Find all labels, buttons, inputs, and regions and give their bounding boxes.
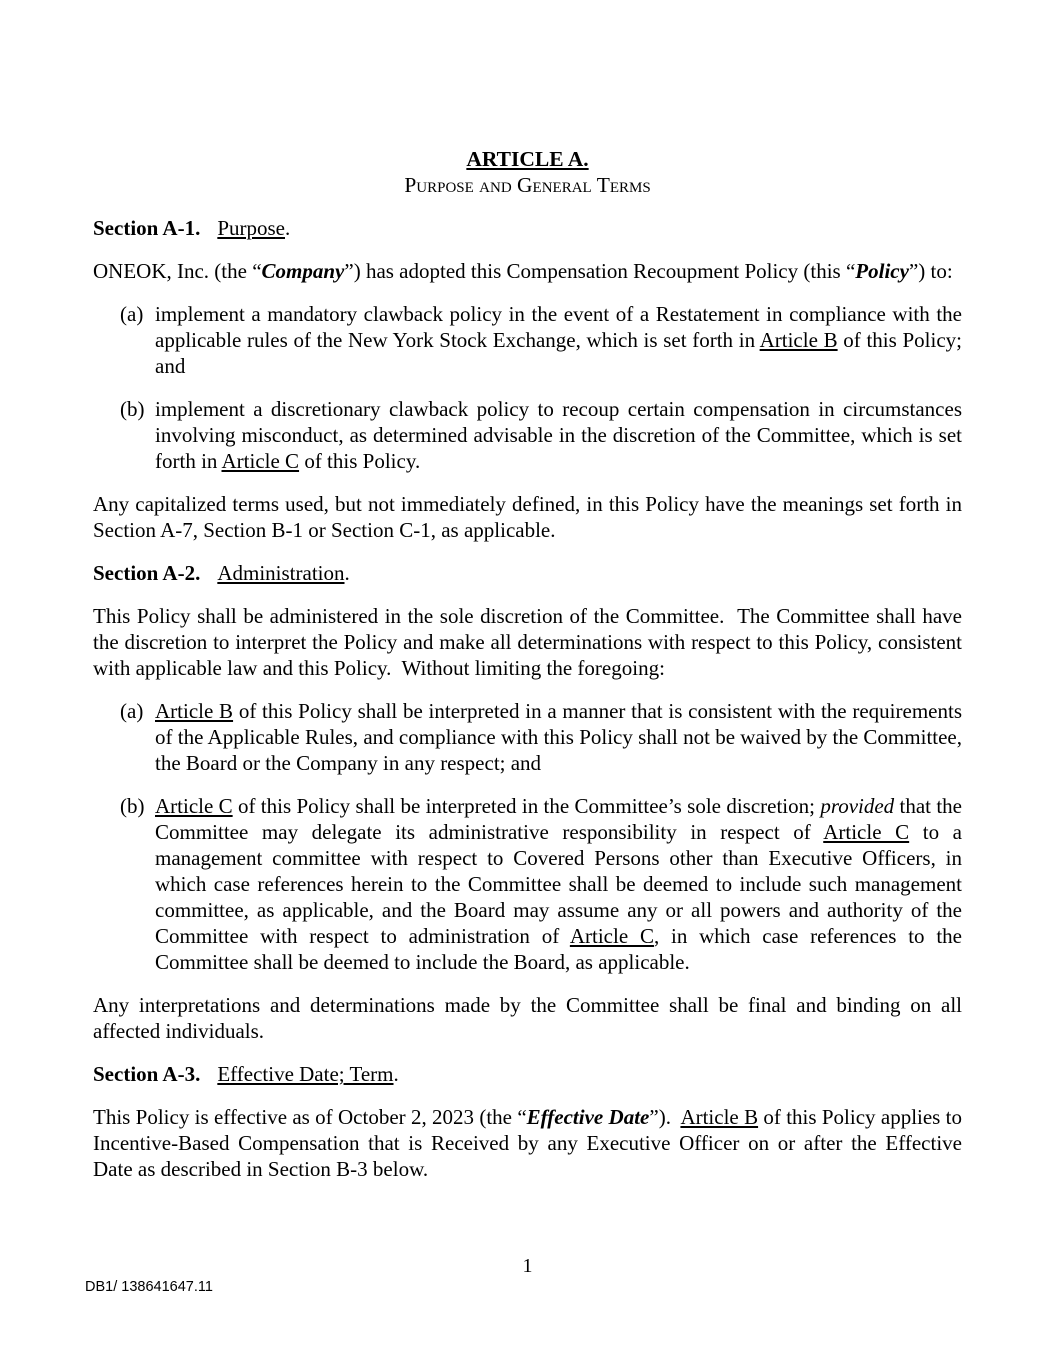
body-paragraph [93,992,962,1044]
text-run: ”) has adopted this Compensation Recoupment Policy (this “ [344,259,856,283]
document-body [93,146,962,1182]
list-item-a [120,698,962,776]
section-heading-a1 [93,215,962,241]
text-run: . [285,216,291,240]
document-id: DB1/ 138641647.11 [85,1279,213,1295]
article-heading [93,146,962,172]
text-run: Any interpretations and determinations made by the Committee shall be final and binding on all affected individuals. [93,993,962,1043]
text-run: This Policy is effective as of October 2, 2023 (the “ [93,1105,527,1129]
text-run: , in which case references to the Committee shall be deemed to include the Board, as applicable. [155,924,962,974]
list-marker: (a) [120,302,144,326]
cross-reference: Article B [680,1105,759,1129]
section-label: Section A-2. [93,561,201,585]
list-item-b [120,396,962,474]
section-title: Administration [217,561,345,585]
list-item-a [120,301,962,379]
cross-reference: Article C [823,820,910,844]
text-run: ”). [649,1105,681,1129]
text-run: of this Policy shall be interpreted in a manner that is consistent with the requirements of the Applicable Rules, and compliance with this Policy shall not be waived by the Committee, the Board or the Company in any respect; and [155,699,962,775]
text-run: ONEOK, Inc. (the “ [93,259,262,283]
cross-reference: Article B [155,699,234,723]
text-run: Any capitalized terms used, but not immediately defined, in this Policy have the meanings set forth in Section A-7, Section B-1 or Section C-1, as applicable. [93,492,962,542]
section-heading-a2 [93,560,962,586]
article-subtitle: Purpose and General Terms [404,173,651,197]
text-run: of this Policy applies to Incentive-Based Compensation that is Received by any Executive Officer on or after the Effective Date as described in Section B-3 below. [93,1105,963,1181]
section-label: Section A-1. [93,216,201,240]
text-run: that the Committee may delegate its administrative responsibility in respect of [155,794,962,844]
defined-term: Company [261,259,345,283]
emphasis: provided [820,794,895,818]
text-run: implement a discretionary clawback policy to recoup certain compensation in circumstances involving misconduct, as determined advisable in the discretion of the Committee, which is set forth in [155,397,962,473]
text-run: to a management committee with respect to Covered Persons other than Executive Officers, in which case references herein to the Committee shall be deemed to include such management committee, as applicable, and the Board may assume any or all powers and authority of the Committee with respect to administration of [155,820,963,948]
section-title: Purpose [217,216,285,240]
article-title: ARTICLE A. [466,147,589,171]
text-run: of this Policy shall be interpreted in the Committee’s sole discretion; [232,794,821,818]
cross-reference: Article B [759,328,838,352]
list-marker: (b) [120,397,145,421]
text-run: implement a mandatory clawback policy in the event of a Restatement in compliance with the applicable rules of the New York Stock Exchange, which is set forth in [155,302,962,352]
text-run: ”) to: [908,259,953,283]
section-title: Effective Date; Term [217,1062,394,1086]
defined-term: Effective Date [526,1105,650,1129]
text-run: . [344,561,350,585]
body-paragraph [93,603,962,681]
text-run: of this Policy. [299,449,421,473]
cross-reference: Article C [221,449,300,473]
page-number: 1 [522,1255,533,1277]
list-marker: (b) [120,794,145,818]
list-marker: (a) [120,699,144,723]
section-heading-a3 [93,1061,962,1087]
text-run: . [393,1062,399,1086]
intro-paragraph [93,258,962,284]
list-item-b [120,793,962,975]
cross-reference: Article C [155,794,233,818]
text-run: of this Policy; and [155,328,962,378]
cross-reference: Article C [569,924,654,948]
defined-term: Policy [855,259,909,283]
text-run: This Policy shall be administered in the sole discretion of the Committee. The Committee shall have the discretion to interpret the Policy and make all determinations with respect to this Policy, consistent with applicable law and this Policy. Without limiting the foregoing: [93,604,962,680]
body-paragraph [93,491,962,543]
body-paragraph [93,1104,962,1182]
section-label: Section A-3. [93,1062,201,1086]
